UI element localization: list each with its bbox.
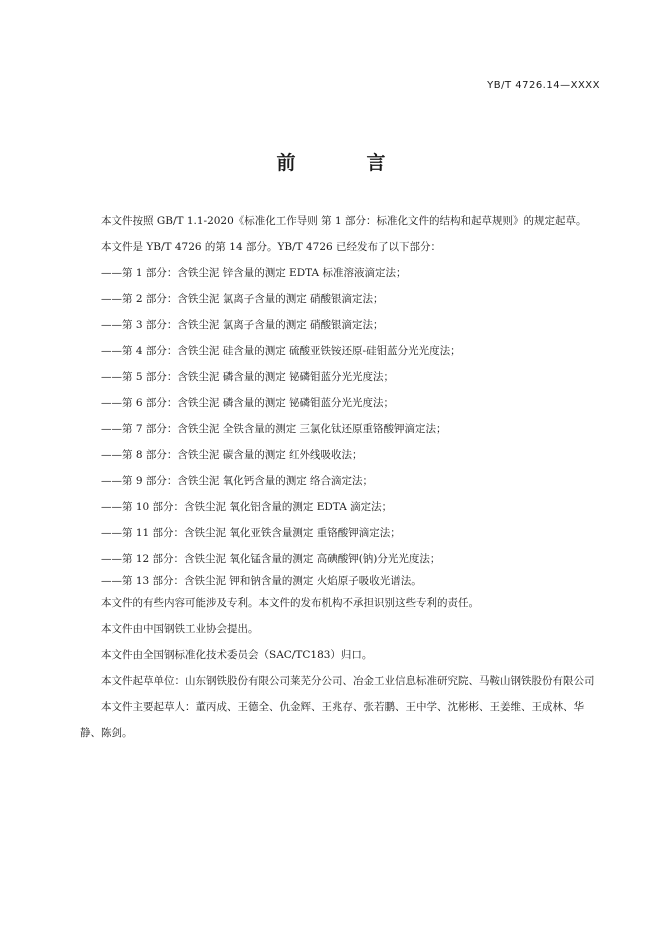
paragraph-proposer: 本文件由中国钢铁工业协会提出。	[101, 623, 259, 635]
document-body	[80, 208, 600, 746]
paragraph-drafting-units: 本文件起草单位：山东钢铁股份有限公司莱芜分公司、冶金工业信息标准研究院、马鞍山钢铁股份有限公司	[101, 675, 595, 687]
list-item: ——第 13 部分：含铁尘泥 钾和钠含量的测定 火焰原子吸收光谱法。	[101, 575, 422, 587]
list-item: ——第 7 部分：含铁尘泥 全铁含量的测定 三氯化钛还原重铬酸钾滴定法；	[101, 423, 447, 435]
list-item: ——第 11 部分：含铁尘泥 氧化亚铁含量测定 重铬酸钾滴定法；	[101, 527, 401, 539]
paragraph-patent-notice: 本文件的有些内容可能涉及专利。本文件的发布机构不承担识别这些专利的责任。	[101, 597, 479, 609]
list-item: ——第 2 部分：含铁尘泥 氯离子含量的测定 硝酸银滴定法；	[101, 293, 384, 305]
document-code: YB/T 4726.14—XXXX	[487, 80, 600, 91]
parts-list	[80, 260, 600, 590]
paragraph-committee: 本文件由全国钢标准化技术委员会（SAC/TC183）归口。	[101, 649, 373, 661]
paragraph-drafting-rules: 本文件按照 GB/T 1.1-2020《标准化工作导则 第 1 部分：标准化文件的结构和起草规则》的规定起草。	[101, 215, 587, 227]
list-item: ——第 9 部分：含铁尘泥 氧化钙含量的测定 络合滴定法；	[101, 475, 374, 487]
list-item: ——第 5 部分：含铁尘泥 磷含量的测定 铋磷钼蓝分光光度法；	[101, 371, 395, 383]
list-item: ——第 10 部分：含铁尘泥 氧化铝含量的测定 EDTA 滴定法；	[101, 501, 393, 513]
list-item: ——第 6 部分：含铁尘泥 磷含量的测定 铋磷钼蓝分光光度法；	[101, 397, 395, 409]
list-item: ——第 4 部分：含铁尘泥 硅含量的测定 硫酸亚铁铵还原-硅钼蓝分光光度法；	[101, 345, 461, 357]
list-item: ——第 8 部分：含铁尘泥 碳含量的测定 红外线吸收法；	[101, 449, 363, 461]
list-item: ——第 1 部分：含铁尘泥 锌含量的测定 EDTA 标准溶液滴定法；	[101, 267, 407, 279]
list-item: ——第 12 部分：含铁尘泥 氧化锰含量的测定 高碘酸钾(钠)分光光度法；	[101, 553, 441, 565]
paragraph-part-intro: 本文件是 YB/T 4726 的第 14 部分。YB/T 4726 已经发布了以下部分：	[101, 241, 442, 253]
page-title: 前 言	[276, 152, 412, 174]
list-item: ——第 3 部分：含铁尘泥 氯离子含量的测定 硝酸银滴定法；	[101, 319, 384, 331]
paragraph-drafters: 本文件主要起草人：董丙成、王德全、仇金辉、王兆存、张若鹏、王中学、沈彬彬、王姜维、王成林、华静、陈剑。	[80, 701, 584, 739]
